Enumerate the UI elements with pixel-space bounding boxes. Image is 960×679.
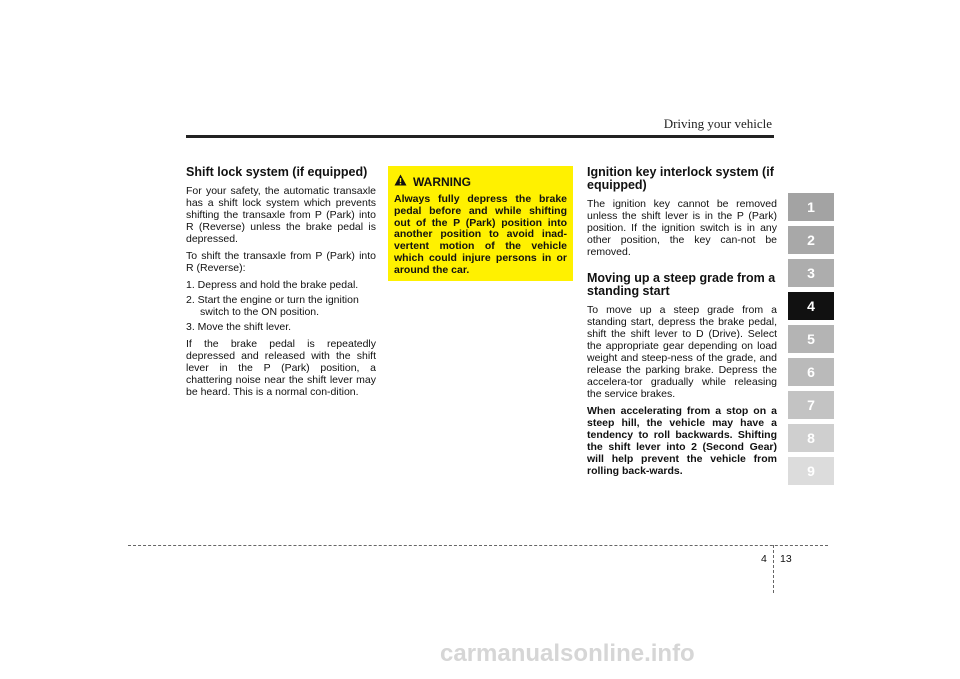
chapter-tab-5[interactable]: 5 <box>788 325 834 353</box>
steep-grade-heading: Moving up a steep grade from a standing start <box>587 271 776 298</box>
warning-title: WARNING <box>413 175 471 189</box>
steep-grade-note: When accelerating from a stop on a steep hill, the vehicle may have a tendency to roll backwards. Shifting the shift lever into 2 (Second Gear) will help prevent the vehicle from rolling back-wards. <box>587 405 777 477</box>
chapter-tab-2[interactable]: 2 <box>788 226 834 254</box>
shift-lock-instruction: To shift the transaxle from P (Park) into R (Reverse): <box>186 250 376 274</box>
shift-lock-heading: Shift lock system (if equipped) <box>186 165 368 179</box>
step-2: 2. Start the engine or turn the ignition switch to the ON position. <box>186 294 359 318</box>
shift-lock-note: If the brake pedal is repeatedly depressed and released with the shift lever in the P (Park) position, a chattering noise near the shift lever may be heard. This is a normal con-dition. <box>186 338 376 398</box>
warning-triangle-icon <box>394 173 407 191</box>
step-3: 3. Move the shift lever. <box>186 321 292 333</box>
chapter-tab-7[interactable]: 7 <box>788 391 834 419</box>
shift-lock-steps <box>186 279 376 333</box>
section-number: 4 <box>761 553 767 565</box>
chapter-tabs <box>788 193 834 490</box>
ignition-interlock-heading: Ignition key interlock system (if equipped) <box>587 165 774 192</box>
chapter-tab-6[interactable]: 6 <box>788 358 834 386</box>
page-number: 13 <box>780 553 792 565</box>
warning-header <box>394 173 567 191</box>
chapter-tab-4[interactable]: 4 <box>788 292 834 320</box>
footer-rule <box>128 545 828 546</box>
chapter-tab-3[interactable]: 3 <box>788 259 834 287</box>
warning-text: Always fully depress the brake pedal before and while shifting out of the P (Park) position into another position to avoid inad-vertent motion of the vehicle which could injure persons in or around the car. <box>394 193 567 276</box>
header-title: Driving your vehicle <box>663 116 772 131</box>
chapter-tab-9[interactable]: 9 <box>788 457 834 485</box>
chapter-tab-8[interactable]: 8 <box>788 424 834 452</box>
ignition-interlock-text: The ignition key cannot be removed unless the shift lever is in the P (Park) position. If the ignition switch is in any other position, the key can-not be removed. <box>587 198 777 258</box>
shift-lock-intro: For your safety, the automatic transaxle has a shift lock system which prevents shifting the transaxle from P (Park) into R (Reverse) unless the brake pedal is depressed. <box>186 185 376 245</box>
header-rule <box>186 135 774 138</box>
left-column <box>186 166 376 403</box>
steep-grade-text: To move up a steep grade from a standing start, depress the brake pedal, shift the shift lever to D (Drive). Select the appropriate gear depending on load weight and steep-ness of the grade, and release the parking brake. Depress the accelera-tor gradually while releasing the service brakes. <box>587 304 777 400</box>
page-divider <box>773 545 774 593</box>
watermark: carmanualsonline.info <box>440 640 695 667</box>
warning-box <box>388 166 573 281</box>
right-column <box>587 166 777 482</box>
step-1: 1. Depress and hold the brake pedal. <box>186 279 359 291</box>
chapter-tab-1[interactable]: 1 <box>788 193 834 221</box>
